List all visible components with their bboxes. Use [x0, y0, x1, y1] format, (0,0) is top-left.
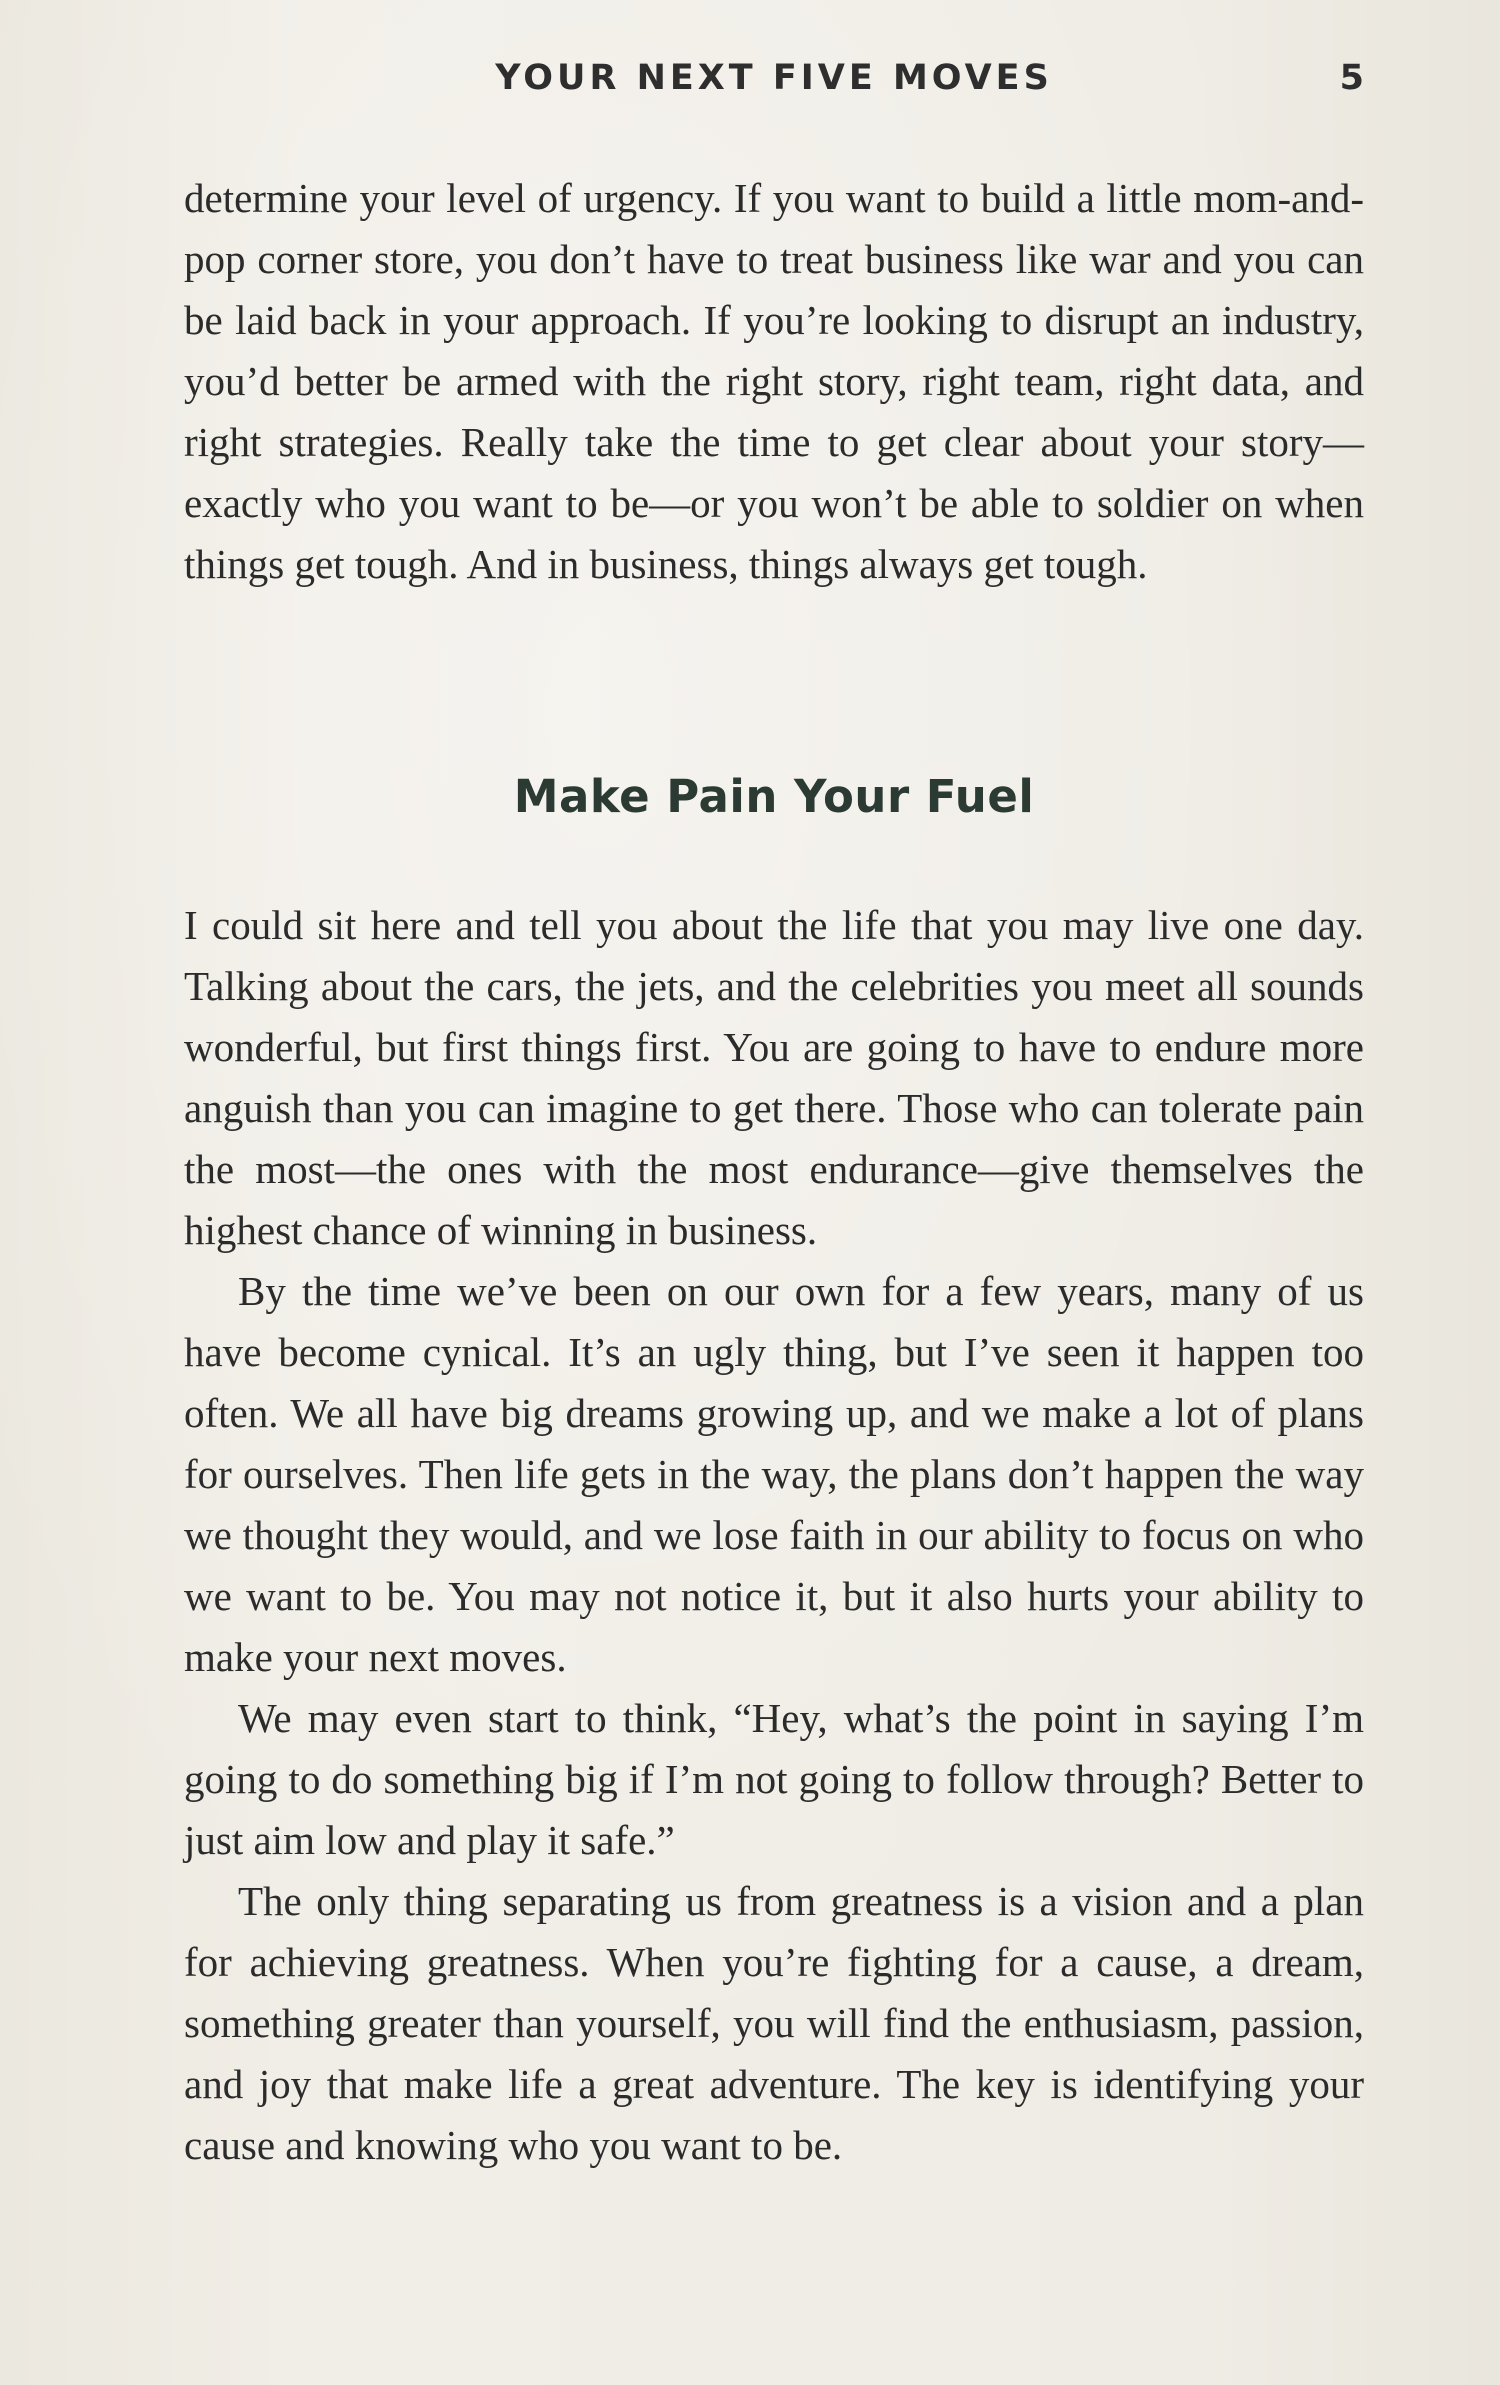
body-paragraph-3: We may even start to think, “Hey, what’s the point in saying I’m going to do something big if I’m not going to follow through? Better to just aim low and play it safe.”: [184, 1695, 1364, 1863]
body-paragraph-2: By the time we’ve been on our own for a few years, many of us have become cynical. It’s an ugly thing, but I’ve seen it happen too often. We all have big dreams growing up, and we make a lot of plans for ourselves. Then life gets in the way, the plans don’t happen the way we thought they would, and we lose faith in our ability to focus on who we want to be. You may not notice it, but it also hurts your ability to make your next moves.: [184, 1268, 1364, 1680]
section-heading: Make Pain Your Fuel: [513, 770, 1035, 823]
running-title: YOUR NEXT FIVE MOVES: [495, 58, 1053, 98]
intro-paragraph: determine your level of urgency. If you want to build a little mom-and-pop corner store, you don’t have to treat business like war and you can be laid back in your approach. If you’re looking to disrupt an industry, you’d better be armed with the right story, right team, right data, and right strategies. Really take the time to get clear about your story—exactly who you want to be—or you won’t be able to soldier on when things get tough. And in business, things always get tough.: [184, 175, 1364, 587]
intro-text-block: [184, 168, 1364, 595]
section-body: [184, 895, 1364, 2176]
page-number: 5: [1339, 58, 1364, 98]
body-paragraph-4: The only thing separating us from greatness is a vision and a plan for achieving greatness. When you’re fighting for a cause, a dream, something greater than yourself, you will find the enthusiasm, passion, and joy that make life a great adventure. The key is identifying your cause and knowing who you want to be.: [184, 1878, 1364, 2168]
running-header: [184, 58, 1364, 102]
body-paragraph-1: I could sit here and tell you about the life that you may live one day. Talking about the cars, the jets, and the celebrities you meet all sounds wonderful, but first things first. You are going to have to endure more anguish than you can imagine to get there. Those who can tolerate pain the most—the ones with the most endurance—give themselves the highest chance of winning in business.: [184, 902, 1364, 1253]
